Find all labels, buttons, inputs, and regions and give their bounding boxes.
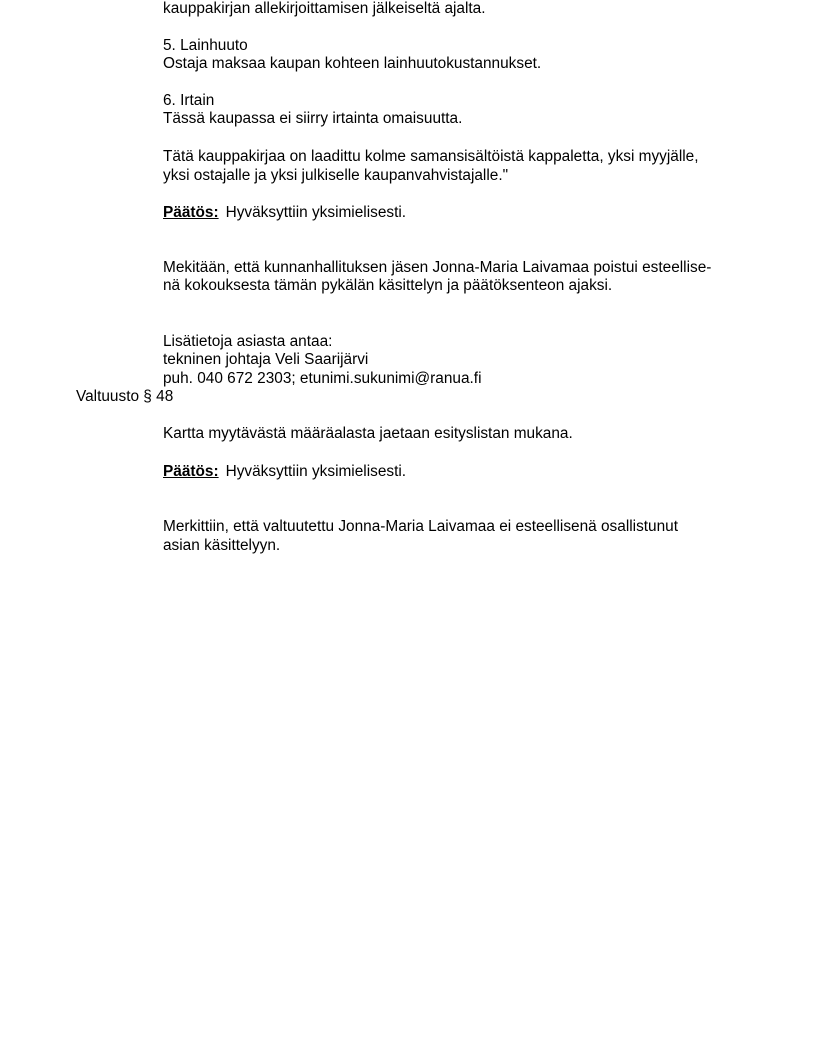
contact-phone-email: puh. 040 672 2303; etunimi.sukunimi@ranua.fi xyxy=(163,370,482,387)
decision1-text: Hyväksyttiin yksimielisesti. xyxy=(225,204,407,221)
disqualification-note-line2: nä kokouksesta tämän pykälän käsittelyn ja päätöksenteon ajaksi. xyxy=(163,277,613,294)
council-decision-text: Hyväksyttiin yksimielisesti. xyxy=(225,463,407,480)
copies-text-line1: Tätä kauppakirjaa on laadittu kolme samansisältöistä kappaletta, yksi myyjälle, xyxy=(163,148,699,165)
disqualification-note-line1: Mekitään, että kunnanhallituksen jäsen Jonna-Maria Laivamaa poistui esteellise- xyxy=(163,259,712,276)
council-note-line2: asian käsittelyyn. xyxy=(163,537,281,554)
intro-tail-text: kauppakirjan allekirjoittamisen jälkeiseltä ajalta. xyxy=(163,0,486,17)
decision1 xyxy=(163,204,406,222)
contact-person: tekninen johtaja Veli Saarijärvi xyxy=(163,351,369,368)
contact-heading: Lisätietoja asiasta antaa: xyxy=(163,333,333,350)
clause6-heading: 6. Irtain xyxy=(163,92,215,109)
copies-text-line2: yksi ostajalle ja yksi julkiselle kaupanvahvistajalle." xyxy=(163,167,509,184)
clause5-heading: 5. Lainhuuto xyxy=(163,37,248,54)
council-decision-label: Päätös: xyxy=(163,463,219,480)
clause6-text: Tässä kaupassa ei siirry irtainta omaisuutta. xyxy=(163,110,463,127)
council-section-label: Valtuusto § 48 xyxy=(76,388,174,405)
council-note-line1: Merkittiin, että valtuutettu Jonna-Maria Laivamaa ei esteellisenä osallistunut xyxy=(163,518,679,535)
council-map-note: Kartta myytävästä määräalasta jaetaan esityslistan mukana. xyxy=(163,425,573,442)
clause5-text: Ostaja maksaa kaupan kohteen lainhuutokustannukset. xyxy=(163,55,542,72)
decision1-label: Päätös: xyxy=(163,204,219,221)
council-decision xyxy=(163,463,406,481)
